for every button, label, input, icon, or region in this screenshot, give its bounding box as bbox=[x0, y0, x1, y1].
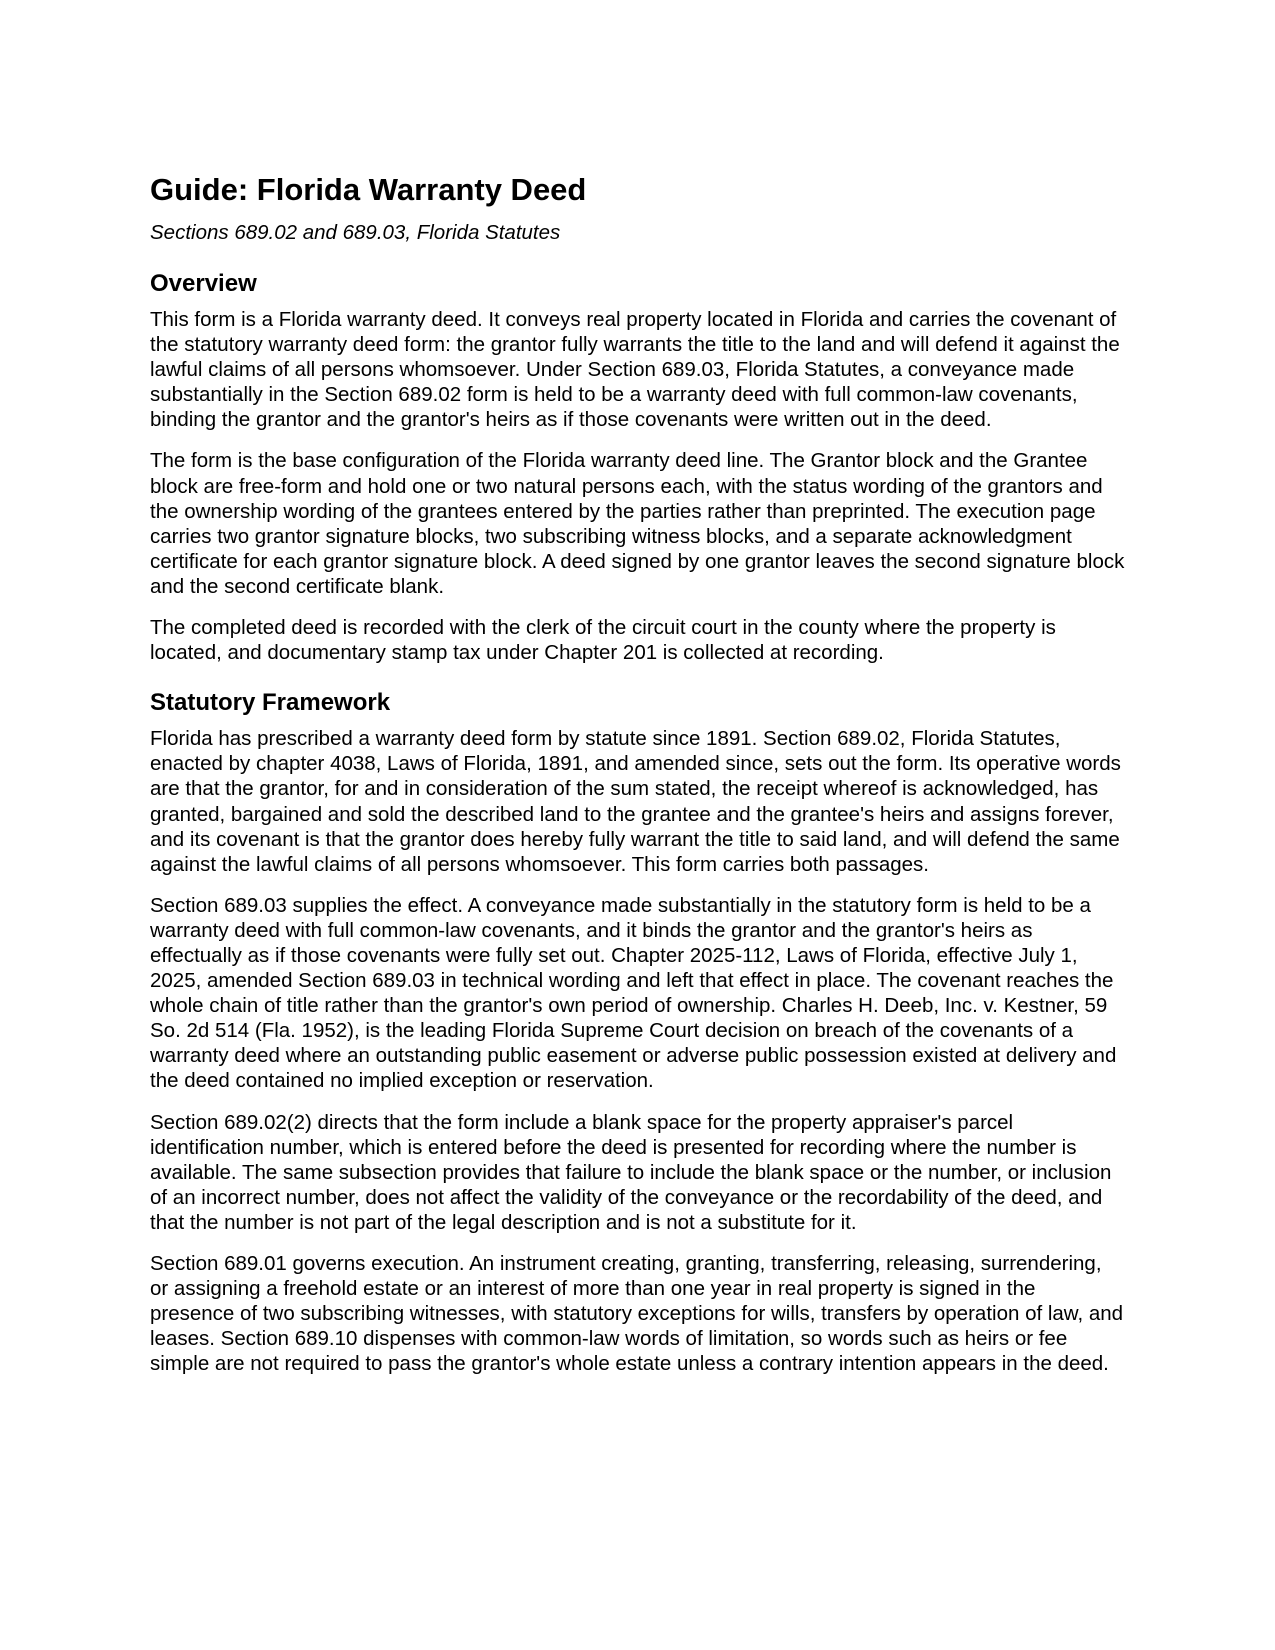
section-overview bbox=[150, 269, 1125, 665]
paragraph: Section 689.03 supplies the effect. A conveyance made substantially in the statutory form is held to be a warranty deed with full common-law covenants, and it binds the grantor and the grantor's heirs as effectually as if those covenants were fully set out. Chapter 2025-112, Laws of Florida, effective July 1, 2025, amended Section 689.03 in technical wording and left that effect in place. The covenant reaches the whole chain of title rather than the grantor's own period of ownership. Charles H. Deeb, Inc. v. Kestner, 59 So. 2d 514 (Fla. 1952), is the leading Florida Supreme Court decision on breach of the covenants of a warranty deed where an outstanding public easement or adverse public possession existed at delivery and the deed contained no implied exception or reservation. bbox=[150, 893, 1117, 1093]
document-subtitle: Sections 689.02 and 689.03, Florida Statutes bbox=[150, 221, 561, 244]
document-title: Guide: Florida Warranty Deed bbox=[150, 172, 587, 207]
paragraph: Section 689.01 governs execution. An instrument creating, granting, transferring, releasing, surrendering, or assigning a freehold estate or an interest of more than one year in real property is signed in the presence of two subscribing witnesses, with statutory exceptions for wills, transfers by operation of law, and leases. Section 689.10 dispenses with common-law words of limitation, so words such as heirs or fee simple are not required to pass the grantor's whole estate unless a contrary intention appears in the deed. bbox=[150, 1252, 1124, 1376]
paragraph: This form is a Florida warranty deed. It conveys real property located in Florida and carries the covenant of the statutory warranty deed form: the grantor fully warrants the title to the land and will defend it against the lawful claims of all persons whomsoever. Under Section 689.03, Florida Statutes, a conveyance made substantially in the Section 689.02 form is held to be a warranty deed with full common-law covenants, binding the grantor and the grantor's heirs as if those covenants were written out in the deed. bbox=[150, 308, 1120, 432]
section-statutory-framework bbox=[150, 688, 1125, 1376]
paragraph: Section 689.02(2) directs that the form include a blank space for the property appraiser's parcel identification number, which is entered before the deed is presented for recording where the number is available. The same subsection provides that failure to include the blank space or the number, or inclusion of an incorrect number, does not affect the validity of the conveyance or the recordability of the deed, and that the number is not part of the legal description and is not a substitute for it. bbox=[150, 1110, 1112, 1234]
paragraph: Florida has prescribed a warranty deed form by statute since 1891. Section 689.02, Florida Statutes, enacted by chapter 4038, Laws of Florida, 1891, and amended since, sets out the form. Its operative words are that the grantor, for and in consideration of the sum stated, the receipt whereof is acknowledged, has granted, bargained and sold the described land to the grantee and the grantee's heirs and assigns forever, and its covenant is that the grantor does hereby fully warrant the title to said land, and will defend the same against the lawful claims of all persons whomsoever. This form carries both passages. bbox=[150, 727, 1121, 876]
document-page bbox=[150, 170, 1125, 1376]
section-heading: Overview bbox=[150, 270, 257, 297]
section-heading: Statutory Framework bbox=[150, 689, 391, 717]
paragraph: The form is the base configuration of the Florida warranty deed line. The Grantor block and the Grantee block are free-form and hold one or two natural persons each, with the status wording of the grantors and the ownership wording of the grantees entered by the parties rather than preprinted. The execution page carries two grantor signature blocks, two subscribing witness blocks, and a separate acknowledgment certificate for each grantor signature block. A deed signed by one grantor leaves the second signature block and the second certificate blank. bbox=[150, 449, 1125, 598]
paragraph: The completed deed is recorded with the clerk of the circuit court in the county where the property is located, and documentary stamp tax under Chapter 201 is collected at recording. bbox=[150, 616, 1056, 665]
